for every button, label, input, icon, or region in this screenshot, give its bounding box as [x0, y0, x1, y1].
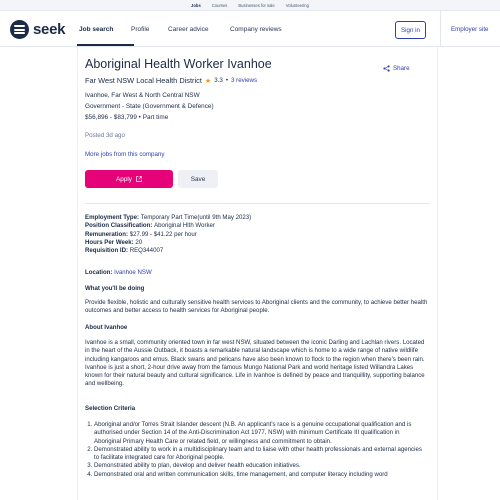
job-title: Aboriginal Health Worker Ivanhoe [85, 57, 272, 71]
nav-career-advice[interactable]: Career advice [168, 26, 209, 33]
job-work-type: Part time [142, 114, 169, 121]
share-button[interactable] [383, 65, 410, 72]
nav-company-reviews[interactable]: Company reviews [230, 26, 282, 33]
topbar-link-businesses[interactable]: Businesses for sale [238, 2, 275, 8]
criteria-item: 4. Demonstrated oral and written communication skills, time management, and computer literacy including word [94, 471, 425, 479]
detail-position-classification: Position Classification: Aboriginal Hlth Worker [85, 222, 215, 230]
about-paragraph: Ivanhoe is a small, community oriented town in far west NSW, situated between the iconic Darling and Lachlan rivers. Located in the heart of the Aussie Outback, it boasts a remarkable natural landscape which is home to a wide range of native wildlife including kangaroos and emus. Black swans and pelicans have also been known to flock to the region when there's been rain. Ivanhoe is just a short, 2-hour drive away from the famous Mungo National Park and world heritage listed Willandra Lakes known for their natural beauty and cultural significance. Life in Ivanhoe is defined by peace and tranquillity, supporting balance and wellbeing. [85, 339, 425, 388]
save-button[interactable]: Save [178, 170, 218, 188]
job-salary-row: $56,896 - $83,799 • Part time [85, 114, 169, 121]
detail-hours: Hours Per Week: 20 [85, 238, 143, 246]
logo-text: seek [33, 21, 66, 38]
detail-remuneration: Remuneration: $27.99 - $41.22 per hour [85, 230, 197, 238]
criteria-item: 3. Demonstrated ability to plan, develop and deliver health education initiatives. [94, 462, 425, 470]
location-link[interactable]: Ivanhoe NSW [114, 269, 152, 276]
topbar-link-jobs[interactable]: Jobs [191, 2, 201, 8]
employer-site-link[interactable]: Employer site [451, 26, 489, 33]
sign-in-button[interactable]: Sign in [395, 21, 426, 39]
heading-what-youll-be-doing: What you'll be doing [85, 285, 145, 292]
star-icon: ★ [204, 77, 212, 85]
nav-divider [440, 11, 441, 47]
posted-date: Posted 3d ago [85, 132, 125, 139]
heading-about-ivanhoe: About Ivanhoe [85, 324, 128, 331]
apply-label: Apply [116, 175, 132, 183]
job-classification: Government - State (Government & Defence) [85, 103, 214, 110]
top-utility-bar [0, 0, 500, 11]
apply-button[interactable] [85, 170, 173, 188]
doing-paragraph: Provide flexible, holistic and culturally sensitive health services to Aboriginal clients and the community, to achieve better health outcomes and better access to health services for Aboriginal people. [85, 299, 428, 315]
nav-job-search[interactable]: Job search [79, 26, 114, 33]
job-details-list [85, 214, 430, 255]
section-divider [85, 203, 430, 204]
criteria-item: 1. Aboriginal and/or Torres Strait Islander descent (N.B. An applicant's race is a genuine occupational qualification and is authorised under Section 14 of the Anti-Discrimination Act 1977, NSW) with minimum Certificate III qualification in Aboriginal Primary Health Care or related field, or willingness and commitment to obtain. [94, 421, 425, 446]
detail-location: Location: Ivanhoe NSW [85, 269, 152, 276]
topbar-link-volunteering[interactable]: Volunteering [285, 2, 309, 8]
company-reviews-link[interactable]: 3 reviews [230, 77, 258, 84]
seek-logo[interactable] [10, 20, 65, 39]
external-link-icon [136, 176, 142, 182]
share-icon [383, 65, 390, 72]
job-location: Ivanhoe, Far West & North Central NSW [85, 92, 200, 99]
company-name[interactable]: Far West NSW Local Health District [85, 76, 202, 85]
heading-selection-criteria: Selection Criteria [85, 405, 136, 412]
company-rating: 3.3 [214, 77, 223, 84]
company-row: Far West NSW Local Health District ★ 3.3 • 3 reviews [85, 76, 258, 85]
detail-employment-type: Employment Type: Temporary Part Time(until 9th May 2023) [85, 214, 252, 221]
share-label: Share [393, 65, 410, 72]
topbar-link-courses[interactable]: Courses [211, 2, 228, 8]
more-jobs-link[interactable]: More jobs from this company [85, 151, 165, 158]
nav-profile[interactable]: Profile [131, 26, 150, 33]
criteria-item: 2. Demonstrated ability to work in a multidisciplinary team and to liaise with other health professionals and external agencies to facilitate integrated care for Aboriginal people. [94, 446, 425, 463]
seek-logo-icon [10, 20, 29, 39]
active-tab-indicator [77, 44, 134, 46]
job-salary: $56,896 - $83,799 [85, 114, 137, 121]
detail-requisition: Requisition ID: REQ344007 [85, 247, 164, 255]
selection-criteria-list [85, 421, 425, 479]
